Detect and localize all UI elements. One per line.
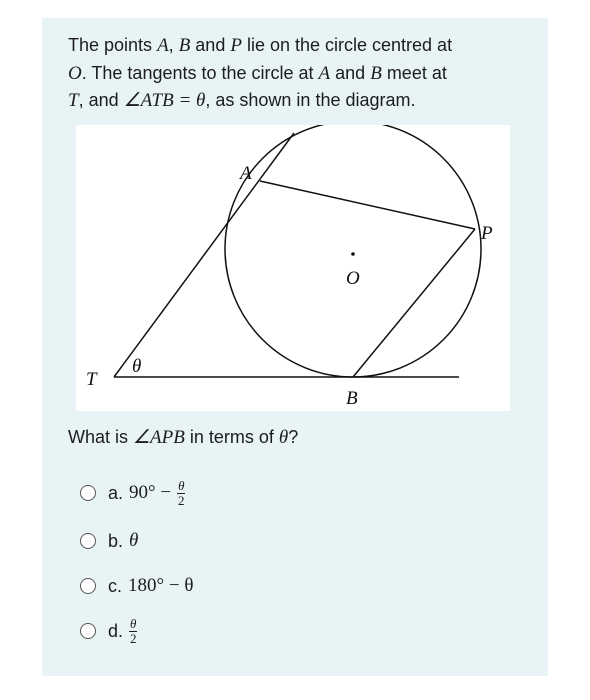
option-d-numerator: θ <box>130 615 137 631</box>
label-p: P <box>481 223 493 244</box>
option-d-letter: d. <box>108 620 124 641</box>
radio-button-b[interactable] <box>80 533 96 549</box>
option-a-fraction <box>177 477 185 508</box>
option-a[interactable] <box>80 478 185 508</box>
option-a-letter: a. <box>108 482 124 503</box>
option-c[interactable] <box>80 571 193 601</box>
label-t: T <box>86 369 97 390</box>
option-d[interactable] <box>80 616 137 646</box>
geometry-diagram <box>76 125 510 411</box>
chord-ap <box>260 181 475 229</box>
option-b-letter: b. <box>108 530 124 551</box>
question-prompt: What is ∠APB in terms of θ? <box>68 427 299 448</box>
label-o: O <box>346 268 360 289</box>
label-b: B <box>346 388 358 409</box>
option-c-expr: 180° − θ <box>128 575 194 596</box>
circle <box>225 125 481 377</box>
option-b-expr: θ <box>129 530 139 551</box>
option-a-numerator: θ <box>178 477 185 493</box>
option-c-letter: c. <box>108 575 123 596</box>
question-card <box>42 18 548 676</box>
option-a-lead: 90° − <box>129 482 172 503</box>
option-d-denominator: 2 <box>129 630 137 646</box>
radio-button-d[interactable] <box>80 623 96 639</box>
chord-pb <box>353 229 475 377</box>
tangent-at-a <box>114 133 294 377</box>
diagram-svg <box>76 125 510 411</box>
centre-dot <box>351 252 355 256</box>
question-text: The points A, B and P lie on the circle centred at O. The tangents to the circle at A and B meet at T, and ∠ATB = θ, as shown in the diagram. <box>68 35 453 111</box>
radio-button-c[interactable] <box>80 578 96 594</box>
radio-button-a[interactable] <box>80 485 96 501</box>
label-theta: θ <box>132 356 142 377</box>
option-d-fraction <box>129 615 137 646</box>
option-b[interactable] <box>80 526 138 556</box>
option-a-denominator: 2 <box>178 492 185 508</box>
label-a: A <box>240 163 252 184</box>
